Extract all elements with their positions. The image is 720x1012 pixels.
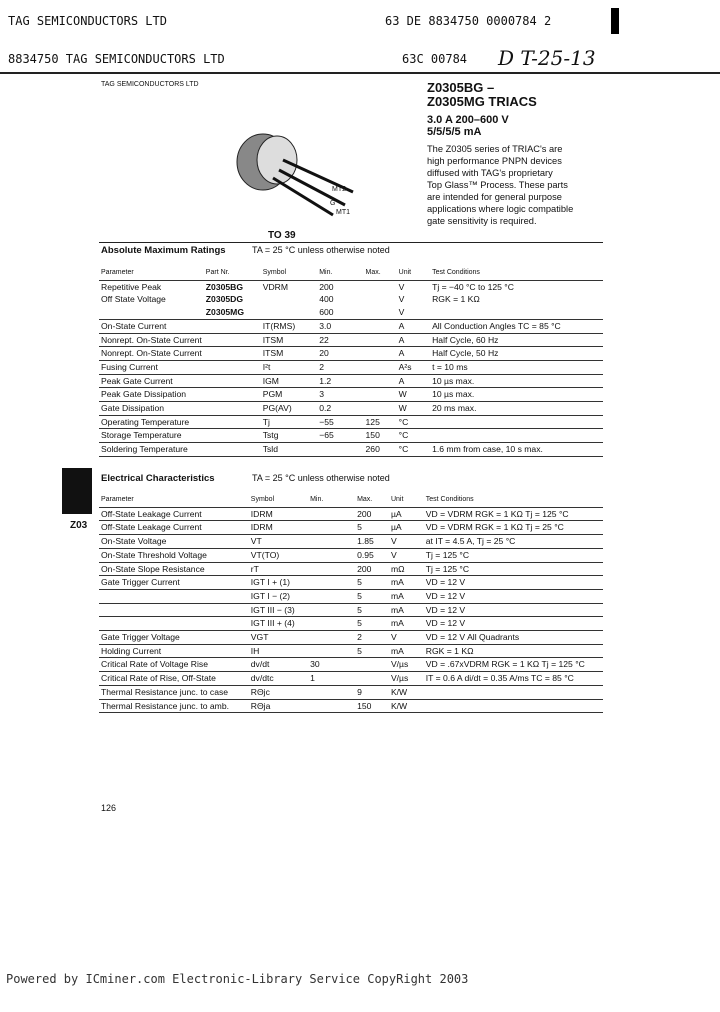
table-cell: Peak Gate Current bbox=[99, 374, 204, 388]
table-cell: ITSM bbox=[261, 347, 317, 361]
column-header: Symbol bbox=[250, 496, 275, 503]
table-cell: V bbox=[389, 535, 424, 549]
table-cell: 3.0 bbox=[317, 319, 363, 333]
elec-title: Electrical Characteristics bbox=[101, 473, 215, 484]
table-cell: Critical Rate of Voltage Rise bbox=[99, 658, 249, 672]
table-cell: A bbox=[397, 319, 430, 333]
table-cell: °C bbox=[397, 415, 430, 429]
spec-line2: 5/5/5/5 mA bbox=[427, 126, 482, 138]
table-cell: 1 bbox=[308, 672, 355, 686]
table-cell: On-State Voltage bbox=[99, 535, 249, 549]
table-cell: IH bbox=[249, 644, 308, 658]
table-cell: IDRM bbox=[249, 521, 308, 535]
table-cell: −55 bbox=[317, 415, 363, 429]
column-header: Test Conditions bbox=[425, 496, 474, 503]
table-cell: Half Cycle, 50 Hz bbox=[430, 347, 603, 361]
table-cell bbox=[204, 360, 261, 374]
table-cell: VGT bbox=[249, 631, 308, 645]
table-cell: IGM bbox=[261, 374, 317, 388]
elec-char-table bbox=[99, 494, 603, 713]
table-cell bbox=[317, 443, 363, 457]
pin-mt2: MT2 bbox=[332, 186, 346, 193]
table-cell: mA bbox=[389, 603, 424, 617]
table-cell: Tj = 125 °C bbox=[424, 548, 603, 562]
table-cell bbox=[99, 603, 249, 617]
table-cell: mA bbox=[389, 589, 424, 603]
table-cell bbox=[204, 374, 261, 388]
table-cell bbox=[424, 699, 603, 713]
table-cell: rT bbox=[249, 562, 308, 576]
table-cell bbox=[430, 306, 603, 319]
table-row bbox=[99, 306, 603, 319]
table-cell: I²t bbox=[261, 360, 317, 374]
elec-note: TA = 25 °C unless otherwise noted bbox=[252, 473, 390, 483]
table-cell: 400 bbox=[319, 294, 334, 305]
table-cell bbox=[308, 576, 355, 590]
table-cell: mA bbox=[389, 644, 424, 658]
table-cell: Critical Rate of Rise, Off-State bbox=[99, 672, 249, 686]
table-cell bbox=[355, 672, 389, 686]
column-header: Unit bbox=[390, 496, 404, 503]
table-cell: 200 bbox=[355, 562, 389, 576]
table-cell bbox=[308, 644, 355, 658]
table-cell bbox=[204, 415, 261, 429]
table-cell: Operating Temperature bbox=[99, 415, 204, 429]
table-row bbox=[99, 360, 603, 374]
table-cell: V bbox=[389, 548, 424, 562]
table-cell: t = 10 ms bbox=[430, 360, 603, 374]
table-cell bbox=[308, 699, 355, 713]
table-row bbox=[99, 548, 603, 562]
table-cell: V/µs bbox=[389, 658, 424, 672]
scan-line2-left: 8834750 TAG SEMICONDUCTORS LTD bbox=[8, 52, 225, 66]
table-cell: °C bbox=[397, 429, 430, 443]
table-cell: µA bbox=[389, 521, 424, 535]
column-header: Max. bbox=[357, 496, 373, 503]
table-cell bbox=[430, 429, 603, 443]
table-cell bbox=[430, 415, 603, 429]
column-header: Symbol bbox=[262, 269, 287, 276]
table-cell bbox=[364, 306, 397, 319]
column-header: Part Nr. bbox=[205, 269, 230, 276]
table-cell: 5 bbox=[355, 617, 389, 631]
table-row bbox=[99, 562, 603, 576]
table-cell: K/W bbox=[389, 685, 424, 699]
table-row bbox=[99, 603, 603, 617]
table-cell: mΩ bbox=[389, 562, 424, 576]
table-cell: Half Cycle, 60 Hz bbox=[430, 333, 603, 347]
table-cell: On-State Slope Resistance bbox=[99, 562, 249, 576]
column-header: Unit bbox=[398, 269, 412, 276]
table-cell bbox=[308, 507, 355, 521]
table-cell: ITSM bbox=[261, 333, 317, 347]
scan-line2-mid: 63C 00784 bbox=[402, 52, 468, 66]
table-cell bbox=[204, 429, 261, 443]
table-cell bbox=[204, 347, 261, 361]
table-cell: VD = 12 V bbox=[424, 576, 603, 590]
column-header: Parameter bbox=[101, 496, 134, 503]
column-header: Max. bbox=[365, 269, 381, 276]
table-cell: PGM bbox=[261, 388, 317, 402]
table-cell bbox=[308, 685, 355, 699]
table-row bbox=[99, 699, 603, 713]
table-cell: W bbox=[397, 388, 430, 402]
table-row bbox=[99, 280, 603, 293]
table-cell: VD = 12 V bbox=[424, 589, 603, 603]
table-row bbox=[99, 535, 603, 549]
table-cell: 1.85 bbox=[355, 535, 389, 549]
table-row bbox=[99, 429, 603, 443]
table-cell: VT(TO) bbox=[249, 548, 308, 562]
table-cell bbox=[204, 443, 261, 457]
table-cell: Tstg bbox=[261, 429, 317, 443]
table-cell: 10 µs max. bbox=[430, 374, 603, 388]
table-cell: 150 bbox=[364, 429, 397, 443]
table-cell: 1.2 bbox=[317, 374, 363, 388]
table-cell: IT = 0.6 A di/dt = 0.35 A/ms TC = 85 °C bbox=[424, 672, 603, 686]
footer-credit: Powered by ICminer.com Electronic-Library Service CopyRight 2003 bbox=[6, 972, 469, 986]
table-cell: 200 bbox=[355, 507, 389, 521]
table-cell bbox=[308, 603, 355, 617]
table-row bbox=[99, 685, 603, 699]
table-cell: −65 bbox=[317, 429, 363, 443]
table-cell: Gate Trigger Voltage bbox=[99, 631, 249, 645]
table-cell: 30 bbox=[308, 658, 355, 672]
table-row bbox=[99, 521, 603, 535]
table-cell: Nonrept. On-State Current bbox=[99, 333, 204, 347]
table-cell: 5 bbox=[355, 576, 389, 590]
table-cell bbox=[364, 388, 397, 402]
column-header: Parameter bbox=[101, 269, 134, 276]
pin-g: G bbox=[330, 200, 336, 207]
table-cell: Z0305MG bbox=[205, 307, 245, 318]
table-cell: IGT III + (4) bbox=[249, 617, 308, 631]
table-row bbox=[99, 631, 603, 645]
table-cell: °C bbox=[397, 443, 430, 457]
table-cell: mA bbox=[389, 576, 424, 590]
table-cell: A bbox=[397, 374, 430, 388]
table-cell: 0.2 bbox=[317, 402, 363, 416]
table-cell: Tj = −40 °C to 125 °C bbox=[430, 280, 603, 293]
table-cell: mA bbox=[389, 617, 424, 631]
table-row bbox=[99, 672, 603, 686]
table-row bbox=[99, 388, 603, 402]
column-header: Min. bbox=[319, 269, 333, 276]
table-cell: VD = .67xVDRM RGK = 1 KΩ Tj = 125 °C bbox=[424, 658, 603, 672]
table-cell: 2 bbox=[355, 631, 389, 645]
table-cell: Holding Current bbox=[99, 644, 249, 658]
table-cell: Off State Voltage bbox=[101, 294, 166, 305]
table-cell: 5 bbox=[355, 644, 389, 658]
table-cell bbox=[261, 293, 317, 306]
table-row bbox=[99, 415, 603, 429]
table-cell bbox=[308, 562, 355, 576]
table-cell: V bbox=[398, 307, 405, 318]
table-cell: IGT I − (2) bbox=[249, 589, 308, 603]
abs-note: TA = 25 °C unless otherwise noted bbox=[252, 245, 390, 255]
table-cell: V bbox=[398, 294, 405, 305]
company-name: TAG SEMICONDUCTORS LTD bbox=[101, 81, 199, 88]
table-cell bbox=[355, 658, 389, 672]
table-cell: RΘja bbox=[249, 699, 308, 713]
side-tab: Z03 bbox=[70, 520, 88, 531]
table-cell: V bbox=[389, 631, 424, 645]
table-cell: 125 bbox=[364, 415, 397, 429]
table-cell bbox=[364, 293, 397, 306]
table-cell: 10 µs max. bbox=[430, 388, 603, 402]
table-cell: VD = 12 V bbox=[424, 603, 603, 617]
title-line1: Z0305BG – bbox=[427, 80, 495, 95]
pin-mt1: MT1 bbox=[336, 209, 350, 216]
table-cell bbox=[364, 280, 397, 293]
table-cell bbox=[364, 347, 397, 361]
table-cell: 2 bbox=[317, 360, 363, 374]
table-cell bbox=[204, 402, 261, 416]
abs-title: Absolute Maximum Ratings bbox=[101, 245, 226, 256]
table-cell: VT bbox=[249, 535, 308, 549]
table-cell: Off-State Leakage Current bbox=[99, 507, 249, 521]
table-cell: Thermal Resistance junc. to case bbox=[99, 685, 249, 699]
table-cell bbox=[99, 306, 204, 319]
table-cell: dv/dt bbox=[249, 658, 308, 672]
table-cell: Repetitive Peak bbox=[99, 280, 204, 293]
scan-mark bbox=[611, 8, 619, 34]
table-row bbox=[99, 589, 603, 603]
table-cell: Soldering Temperature bbox=[99, 443, 204, 457]
table-cell: 22 bbox=[317, 333, 363, 347]
table-cell bbox=[261, 306, 317, 319]
table-cell bbox=[364, 402, 397, 416]
scan-header-left: TAG SEMICONDUCTORS LTD bbox=[8, 14, 167, 28]
table-row bbox=[99, 374, 603, 388]
table-cell: 150 bbox=[355, 699, 389, 713]
table-cell: Storage Temperature bbox=[99, 429, 204, 443]
table-cell: All Conduction Angles TC = 85 °C bbox=[430, 319, 603, 333]
table-cell: VD = 12 V bbox=[424, 617, 603, 631]
table-cell: V/µs bbox=[389, 672, 424, 686]
table-cell bbox=[364, 374, 397, 388]
spec-line1: 3.0 A 200–600 V bbox=[427, 114, 509, 126]
table-cell: Gate Dissipation bbox=[99, 402, 204, 416]
table-cell bbox=[99, 617, 249, 631]
table-cell bbox=[308, 589, 355, 603]
table-cell: 3 bbox=[317, 388, 363, 402]
table-cell: µA bbox=[389, 507, 424, 521]
table-cell: A bbox=[397, 347, 430, 361]
column-header: Min. bbox=[310, 496, 324, 503]
table-cell: 0.95 bbox=[355, 548, 389, 562]
table-row bbox=[99, 644, 603, 658]
table-cell: K/W bbox=[389, 699, 424, 713]
table-cell: W bbox=[397, 402, 430, 416]
table-cell: 5 bbox=[355, 521, 389, 535]
table-row bbox=[99, 507, 603, 521]
table-cell: 600 bbox=[319, 307, 334, 318]
scan-rule bbox=[0, 72, 720, 74]
table-cell bbox=[204, 388, 261, 402]
table-cell: Tsld bbox=[261, 443, 317, 457]
description: The Z0305 series of TRIAC's are high performance PNPN devices diffused with TAG's proprietary Top Glass™ Process. These parts are intended for general purpose applications where logic compatible gate sensitivity is required. bbox=[427, 144, 574, 226]
table-cell: RΘjc bbox=[249, 685, 308, 699]
table-cell: A bbox=[397, 333, 430, 347]
table-cell bbox=[364, 360, 397, 374]
page-number: 126 bbox=[101, 803, 117, 813]
table-cell: RGK = 1 KΩ bbox=[432, 294, 480, 305]
table-cell: Fusing Current bbox=[99, 360, 204, 374]
table-cell: VD = VDRM RGK = 1 KΩ Tj = 25 °C bbox=[424, 521, 603, 535]
scan-header-right: 63 DE 8834750 0000784 2 bbox=[385, 14, 552, 28]
table-cell: A²s bbox=[397, 360, 430, 374]
table-cell bbox=[99, 589, 249, 603]
table-cell bbox=[364, 333, 397, 347]
side-tab-marker bbox=[62, 468, 92, 514]
abs-max-table bbox=[99, 267, 603, 457]
table-cell: at IT = 4.5 A, Tj = 25 °C bbox=[424, 535, 603, 549]
table-cell: Z0305BG bbox=[204, 280, 261, 293]
table-cell: Z0305DG bbox=[205, 294, 244, 305]
table-cell: VDRM bbox=[261, 280, 317, 293]
table-cell: 20 bbox=[317, 347, 363, 361]
table-cell bbox=[204, 333, 261, 347]
table-cell: PG(AV) bbox=[261, 402, 317, 416]
table-cell bbox=[308, 548, 355, 562]
title-line2: Z0305MG TRIACS bbox=[427, 94, 537, 109]
table-cell: 9 bbox=[355, 685, 389, 699]
package-label: TO 39 bbox=[268, 230, 296, 241]
table-row bbox=[99, 402, 603, 416]
table-cell: 5 bbox=[355, 589, 389, 603]
table-cell bbox=[308, 535, 355, 549]
table-row bbox=[99, 293, 603, 306]
table-cell: On-State Current bbox=[99, 319, 204, 333]
table-cell bbox=[308, 631, 355, 645]
table-cell: Tj bbox=[261, 415, 317, 429]
table-cell: Peak Gate Dissipation bbox=[99, 388, 204, 402]
table-row bbox=[99, 347, 603, 361]
table-cell: IGT I + (1) bbox=[249, 576, 308, 590]
table-cell: Off-State Leakage Current bbox=[99, 521, 249, 535]
table-cell: RGK = 1 KΩ bbox=[424, 644, 603, 658]
table-cell: 1.6 mm from case, 10 s max. bbox=[430, 443, 603, 457]
table-cell: Gate Trigger Current bbox=[99, 576, 249, 590]
table-cell bbox=[364, 319, 397, 333]
table-cell bbox=[308, 617, 355, 631]
table-cell: VD = 12 V All Quadrants bbox=[424, 631, 603, 645]
table-cell bbox=[308, 521, 355, 535]
table-row bbox=[99, 576, 603, 590]
table-row bbox=[99, 319, 603, 333]
table-cell: 20 ms max. bbox=[430, 402, 603, 416]
table-row bbox=[99, 333, 603, 347]
table-cell: IDRM bbox=[249, 507, 308, 521]
table-cell: Thermal Resistance junc. to amb. bbox=[99, 699, 249, 713]
table-cell: 5 bbox=[355, 603, 389, 617]
rule bbox=[99, 242, 603, 243]
table-cell bbox=[424, 685, 603, 699]
table-cell: V bbox=[397, 280, 430, 293]
table-row bbox=[99, 617, 603, 631]
table-cell: 260 bbox=[364, 443, 397, 457]
table-row bbox=[99, 443, 603, 457]
column-header: Test Conditions bbox=[432, 269, 480, 276]
table-cell: IT(RMS) bbox=[261, 319, 317, 333]
table-cell: VD = VDRM RGK = 1 KΩ Tj = 125 °C bbox=[424, 507, 603, 521]
table-cell: Nonrept. On-State Current bbox=[99, 347, 204, 361]
table-cell: Tj = 125 °C bbox=[424, 562, 603, 576]
table-cell: IGT III − (3) bbox=[249, 603, 308, 617]
table-cell: On-State Threshold Voltage bbox=[99, 548, 249, 562]
table-cell bbox=[204, 319, 261, 333]
table-cell: dv/dtc bbox=[249, 672, 308, 686]
table-row bbox=[99, 658, 603, 672]
handwritten-code: D T-25-13 bbox=[498, 46, 596, 70]
table-cell: 200 bbox=[317, 280, 363, 293]
